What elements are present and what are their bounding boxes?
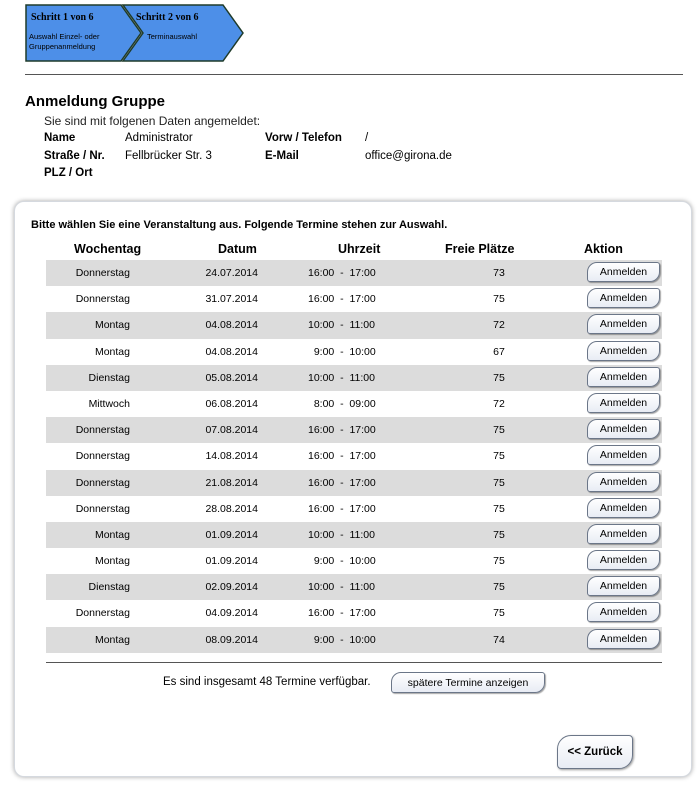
table-row — [46, 574, 662, 600]
row-date: 28.08.2014 — [205, 502, 258, 515]
page-title: Anmeldung Gruppe — [25, 93, 165, 110]
row-free-seats: 75 — [493, 607, 505, 620]
row-date: 14.08.2014 — [205, 450, 258, 463]
step-1-subtitle — [29, 32, 99, 52]
row-time: 16:00 - 17:00 — [308, 502, 376, 515]
row-time: 16:00 - 17:00 — [308, 607, 376, 620]
row-weekday: Montag — [94, 633, 130, 646]
row-date: 05.08.2014 — [205, 371, 258, 384]
register-button[interactable]: Anmelden — [587, 629, 660, 649]
register-button[interactable]: Anmelden — [587, 288, 660, 308]
row-weekday: Dienstag — [88, 581, 130, 594]
row-time: 10:00 - 11:00 — [308, 319, 375, 332]
table-row — [46, 286, 662, 312]
row-free-seats: 75 — [493, 424, 505, 437]
row-time: 10:00 - 11:00 — [308, 528, 375, 541]
row-date: 07.08.2014 — [205, 424, 258, 437]
register-button[interactable]: Anmelden — [587, 419, 660, 439]
register-button[interactable]: Anmelden — [587, 524, 660, 544]
phone-value: / — [365, 132, 369, 144]
row-free-seats: 73 — [493, 267, 505, 279]
register-button[interactable]: Anmelden — [587, 576, 660, 596]
table-row — [46, 548, 662, 574]
table-row — [46, 522, 662, 548]
row-time: 16:00 - 17:00 — [308, 476, 376, 489]
row-date: 02.09.2014 — [205, 581, 258, 594]
row-free-seats: 75 — [493, 293, 505, 306]
row-date: 04.08.2014 — [205, 345, 258, 358]
phone-label: Vorw / Telefon — [265, 132, 342, 144]
row-date: 31.07.2014 — [205, 293, 258, 306]
row-time: 9:00 - 10:00 — [308, 555, 376, 568]
row-free-seats: 72 — [493, 397, 505, 410]
city-label: PLZ / Ort — [44, 167, 93, 179]
row-weekday: Montag — [94, 555, 130, 568]
row-weekday: Donnerstag — [75, 293, 130, 306]
row-time: 8:00 - 09:00 — [308, 397, 376, 410]
row-date: 01.09.2014 — [205, 528, 258, 541]
row-date: 24.07.2014 — [205, 267, 258, 279]
total-count-text: Es sind insgesamt 48 Termine verfügbar. — [163, 676, 371, 688]
step-1-title: Schritt 1 von 6 — [31, 12, 94, 23]
register-button[interactable]: Anmelden — [587, 314, 660, 334]
register-button[interactable]: Anmelden — [587, 341, 660, 361]
row-time: 10:00 - 11:00 — [308, 371, 375, 384]
step-indicator — [25, 4, 255, 62]
row-weekday: Donnerstag — [75, 424, 130, 437]
row-date: 06.08.2014 — [205, 397, 258, 410]
row-free-seats: 75 — [493, 476, 505, 489]
row-free-seats: 75 — [493, 555, 505, 568]
row-weekday: Donnerstag — [75, 502, 130, 515]
row-date: 04.09.2014 — [205, 607, 258, 620]
email-label: E-Mail — [265, 150, 299, 162]
table-row — [46, 417, 662, 443]
intro-text: Sie sind mit folgenen Daten angemeldet: — [44, 114, 261, 128]
step-1-sub-line2: Gruppenanmeldung — [29, 42, 96, 51]
step-2-title: Schritt 2 von 6 — [136, 12, 199, 23]
row-time: 9:00 - 10:00 — [308, 345, 376, 358]
table-row — [46, 600, 662, 626]
row-date: 01.09.2014 — [205, 555, 258, 568]
col-header-action: Aktion — [584, 242, 623, 256]
back-button[interactable]: << Zurück — [557, 735, 633, 769]
row-weekday: Dienstag — [88, 371, 130, 384]
row-free-seats: 72 — [493, 319, 505, 332]
show-later-events-button[interactable]: spätere Termine anzeigen — [391, 672, 545, 693]
header-divider — [25, 74, 683, 75]
table-row — [46, 365, 662, 391]
register-button[interactable]: Anmelden — [587, 262, 660, 282]
row-weekday: Montag — [94, 345, 130, 358]
name-value: Administrator — [125, 132, 193, 144]
table-row — [46, 312, 662, 338]
row-free-seats: 75 — [493, 581, 505, 594]
table-divider — [46, 662, 662, 663]
row-weekday: Montag — [94, 528, 130, 541]
col-header-free: Freie Plätze — [445, 242, 515, 256]
table-row — [46, 496, 662, 522]
table-row — [46, 260, 662, 286]
row-weekday: Donnerstag — [75, 476, 130, 489]
row-date: 08.09.2014 — [205, 633, 258, 646]
row-time: 16:00 - 17:00 — [308, 450, 376, 463]
row-time: 9:00 - 10:00 — [308, 633, 376, 646]
col-header-time: Uhrzeit — [338, 242, 381, 256]
register-button[interactable]: Anmelden — [587, 550, 660, 570]
row-free-seats: 74 — [493, 633, 505, 646]
register-button[interactable]: Anmelden — [587, 445, 660, 465]
row-free-seats: 75 — [493, 528, 505, 541]
step-1-sub-line1: Auswahl Einzel- oder — [29, 32, 100, 41]
register-button[interactable]: Anmelden — [587, 393, 660, 413]
row-time: 16:00 - 17:00 — [308, 293, 376, 306]
row-time: 10:00 - 11:00 — [308, 581, 375, 594]
row-time: 16:00 - 17:00 — [308, 267, 376, 279]
street-label: Straße / Nr. — [44, 150, 105, 162]
table-row — [46, 627, 662, 653]
register-button[interactable]: Anmelden — [587, 472, 660, 492]
row-free-seats: 75 — [493, 502, 505, 515]
row-weekday: Donnerstag — [75, 607, 130, 620]
name-label: Name — [44, 132, 76, 144]
email-value: office@girona.de — [365, 150, 452, 162]
events-table — [46, 260, 662, 653]
table-row — [46, 339, 662, 365]
register-button[interactable]: Anmelden — [587, 602, 660, 622]
col-header-day: Wochentag — [74, 242, 142, 256]
events-heading: Bitte wählen Sie eine Veranstaltung aus. Folgende Termine stehen zur Auswahl. — [31, 219, 448, 231]
register-button[interactable]: Anmelden — [587, 367, 660, 387]
register-button[interactable]: Anmelden — [587, 498, 660, 518]
row-date: 21.08.2014 — [205, 476, 258, 489]
row-time: 16:00 - 17:00 — [308, 424, 376, 437]
row-weekday: Montag — [94, 319, 130, 332]
step-2-subtitle: Terminauswahl — [147, 32, 198, 41]
table-row — [46, 470, 662, 496]
table-row — [46, 391, 662, 417]
row-free-seats: 75 — [493, 371, 505, 384]
events-panel — [14, 201, 692, 777]
col-header-date: Datum — [218, 242, 257, 256]
row-weekday: Donnerstag — [75, 267, 130, 279]
row-free-seats: 75 — [493, 450, 505, 463]
row-free-seats: 67 — [493, 345, 505, 358]
row-weekday: Mittwoch — [88, 397, 130, 410]
street-value: Fellbrücker Str. 3 — [125, 150, 212, 162]
row-weekday: Donnerstag — [75, 450, 130, 463]
table-row — [46, 443, 662, 469]
row-date: 04.08.2014 — [205, 319, 258, 332]
